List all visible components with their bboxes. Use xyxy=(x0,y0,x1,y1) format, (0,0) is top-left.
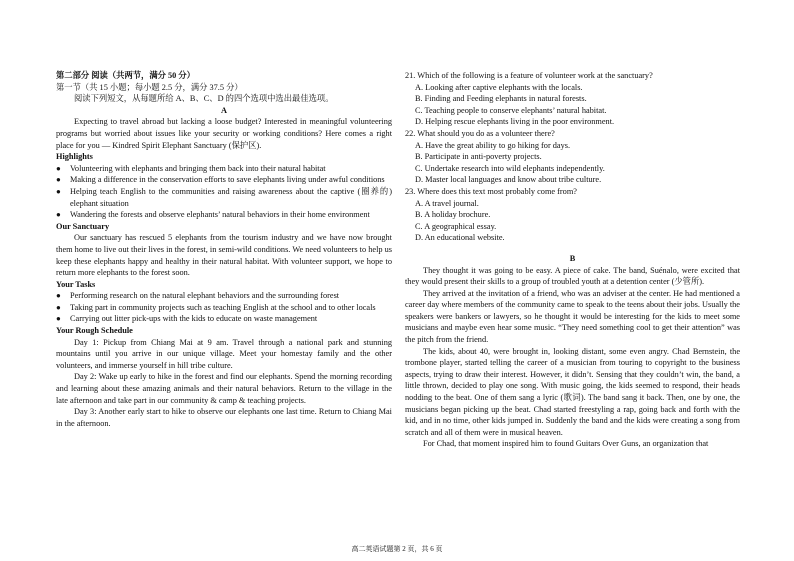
schedule-day-2: Day 2: Wake up early to hike in the forest and find our elephants. Spend the morning recording and learning about these amazing animals and their natural behaviors. Return to the village in the late afternoon and take part in our community & camp & teaching projects. xyxy=(56,372,392,405)
left-column xyxy=(56,70,392,429)
bullet-icon: ● xyxy=(56,291,61,301)
question-23-option-c: C. A geographical essay. xyxy=(415,221,497,231)
passage-a-intro: Expecting to travel abroad but lacking a loose budget? Interested in meaningful volunteering programs but worried about issues like your security or working conditions? Here comes a right place for you — Kindred Spirit Elephant Sanctuary (保护区). xyxy=(56,117,392,150)
question-22-option-c: C. Undertake research into wild elephants independently. xyxy=(415,163,605,173)
question-22-option-b: B. Participate in anti-poverty projects. xyxy=(415,152,542,162)
question-23-option-d: D. An educational website. xyxy=(415,233,505,243)
bullet-icon: ● xyxy=(56,210,61,220)
question-22-option-a: A. Have the great ability to go hiking for days. xyxy=(415,140,571,150)
highlight-item: ● Helping teach English to the communities and raising awareness about the captive (圈养的) elephant situation xyxy=(56,186,392,208)
page-footer: 高二英语试题第 2 页，共 6 页 xyxy=(351,545,443,553)
highlight-item: ● Wandering the forests and observe elephants’ natural behaviors in their home environment xyxy=(56,210,370,220)
task-item: ● Taking part in community projects such as teaching English at the school and to other locals xyxy=(56,302,376,312)
question-23-option-a: A. A travel journal. xyxy=(415,198,479,208)
question-23-option-b: B. A holiday brochure. xyxy=(415,210,491,220)
question-21-option-a: A. Looking after captive elephants with the locals. xyxy=(415,82,583,92)
passage-b-paragraph: For Chad, that moment inspired him to found Guitars Over Guns, an organization that xyxy=(423,439,709,449)
bullet-icon: ● xyxy=(56,302,61,312)
bullet-icon: ● xyxy=(56,163,61,173)
tasks-heading: Your Tasks xyxy=(56,279,96,289)
question-22-option-d: D. Master local languages and know about tribe culture. xyxy=(415,175,602,185)
schedule-heading: Your Rough Schedule xyxy=(56,326,133,336)
bullet-icon: ● xyxy=(56,175,61,185)
highlights-heading: Highlights xyxy=(56,152,93,162)
instruction: 阅读下列短文，从每题所给 A、B、C、D 的四个选项中选出最佳选项。 xyxy=(74,94,334,104)
passage-b-paragraph: They thought it was going to be easy. A piece of cake. The band, Suénalo, were excited that they would present their skills to a group of troubled youth at a detention center (少管所). xyxy=(405,265,740,287)
section-title: 第二部分 阅读（共两节，满分 50 分） xyxy=(56,71,195,80)
sanctuary-heading: Our Sanctuary xyxy=(56,221,110,231)
bullet-icon: ● xyxy=(56,186,61,196)
question-21-option-d: D. Helping rescue elephants living in the poor environment. xyxy=(415,117,615,127)
task-item: ● Performing research on the natural elephant behaviors and the surrounding forest xyxy=(56,291,340,301)
question-23-stem: 23. Where does this text most probably come from? xyxy=(405,186,577,196)
passage-b-paragraph: They arrived at the invitation of a friend, who was an adviser at the center. He had mentioned a career day where members of the community came to speak to the teens about their jobs. Usually the speakers were bankers or lawyers, so he thought it would be interesting for the kids to meet some musicians and maybe even hear some music. “They need something cool to get their attention” was the pitch from the friend. xyxy=(405,288,740,345)
passage-a-letter: A xyxy=(221,105,227,115)
passage-b-letter: B xyxy=(569,253,576,263)
question-22-stem: 22. What should you do as a volunteer there? xyxy=(405,128,555,138)
bullet-icon: ● xyxy=(56,314,61,324)
question-21-stem: 21. Which of the following is a feature of volunteer work at the sanctuary? xyxy=(405,71,653,80)
sanctuary-text: Our sanctuary has rescued 5 elephants from the tourism industry and we have now brought them home to live out their lives in the forest, in semi-wild conditions. We need volunteers to help us keep these elephants happy and healthy in their natural habitat. With volunteer support, we hope to return more elephants to the forest soon. xyxy=(56,233,392,278)
highlight-item: ● Making a difference in the conservation efforts to save elephants living under awful conditions xyxy=(56,175,385,185)
highlight-item: ● Volunteering with elephants and bringing them back into their natural habitat xyxy=(56,163,326,173)
section-subtitle: 第一节（共 15 小题；每小题 2.5 分，满分 37.5 分） xyxy=(56,82,243,92)
passage-b-paragraph: The kids, about 40, were brought in, looking distant, some even angry. Chad Bernstein, the trombone player, started telling the career of a musician from touring to copyright to the business aspects, trying to draw their interest. However, it didn’t. Sensing that they couldn’t win, the band, a little thrown, decided to play one song. With music going, the kids seemed to respond, their heads nodding to the beat. One of them sang a lyric (歌词). The band sang it back. Then, one by one, the musicians began picking up the beat. Chad started freestyling a rap, going back and forth with the kid, and in no time, other kids jumped in. Suddenly the band and the kids were creating a song from scratch and all of them were in musical heaven. xyxy=(405,346,740,437)
schedule-day-1: Day 1: Pickup from Chiang Mai at 9 am. Travel through a national park and stunning mountains until you arrive in our unique village. Meet your homestay family and the other volunteers, and immerse yourself in hill tribe culture. xyxy=(56,337,392,370)
question-21-option-b: B. Finding and Feeding elephants in natural forests. xyxy=(415,94,587,104)
question-21-option-c: C. Teaching people to conserve elephants’ natural habitat. xyxy=(415,105,607,115)
schedule-day-3: Day 3: Another early start to hike to observe our elephants one last time. Return to Chiang Mai in the afternoon. xyxy=(56,407,392,428)
right-column xyxy=(405,70,740,450)
task-item: ● Carrying out litter pick-ups with the kids to educate on waste management xyxy=(56,314,318,324)
